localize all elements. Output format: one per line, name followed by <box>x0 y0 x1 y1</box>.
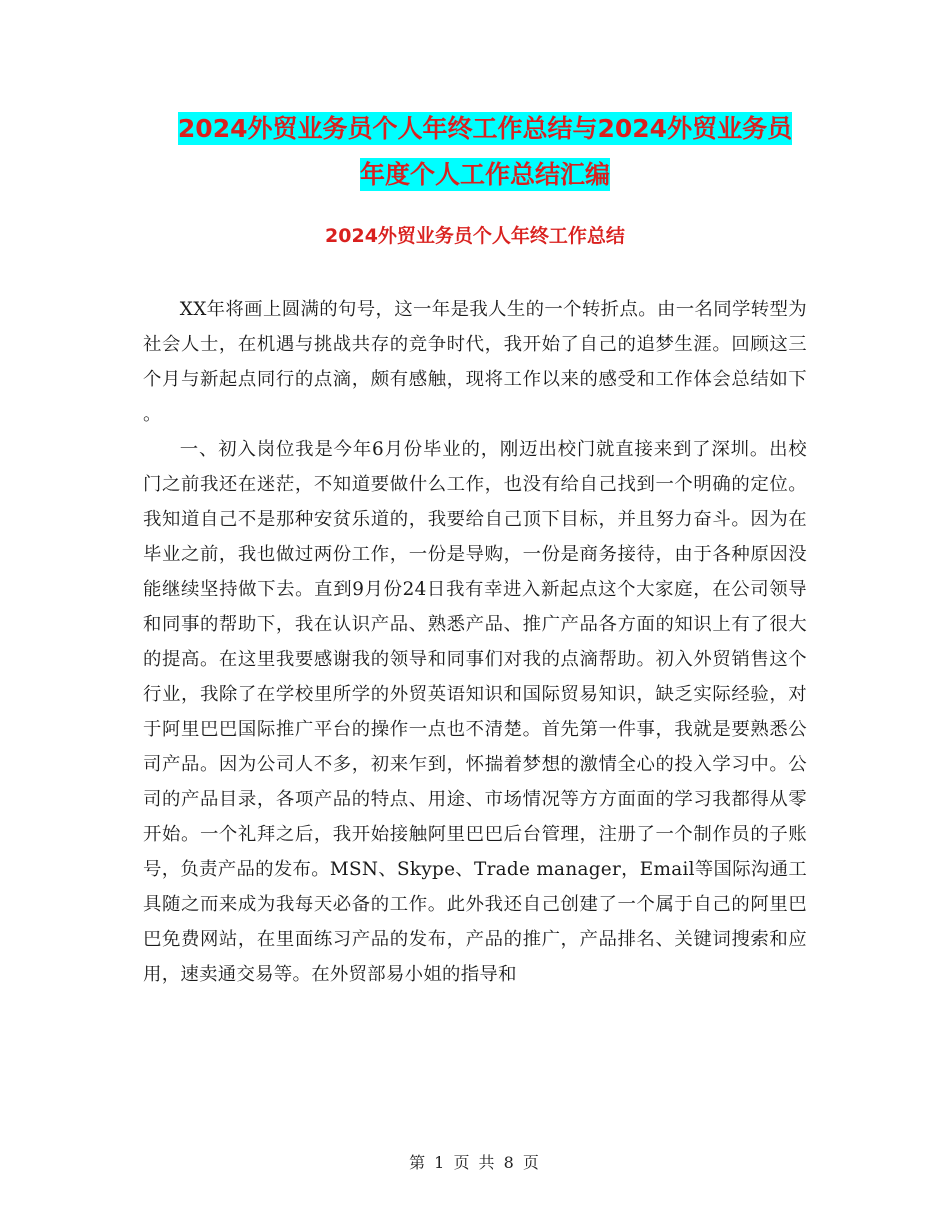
paragraph-section-one: 一、初入岗位我是今年6月份毕业的，刚迈出校门就直接来到了深圳。出校门之前我还在迷茫，不知道要做什么工作，也没有给自己找到一个明确的定位。我知道自己不是那种安贫乐道的，我要给自己顶下目标，并且努力奋斗。因为在毕业之前，我也做过两份工作，一份是导购，一份是商务接待，由于各种原因没能继续坚持做下去。直到9月份24日我有幸进入新起点这个大家庭，在公司领导和同事的帮助下，我在认识产品、熟悉产品、推广产品各方面的知识上有了很大的提高。在这里我要感谢我的领导和同事们对我的点滴帮助。初入外贸销售这个行业，我除了在学校里所学的外贸英语知识和国际贸易知识，缺乏实际经验，对于阿里巴巴国际推广平台的操作一点也不清楚。首先第一件事，我就是要熟悉公司产品。因为公司人不多，初来乍到，怀揣着梦想的激情全心的投入学习中。公司的产品目录，各项产品的特点、用途、市场情况等方方面面的学习我都得从零开始。一个礼拜之后，我开始接触阿里巴巴后台管理，注册了一个制作员的子账号，负责产品的发布。MSN、Skype、Trade manager，Email等国际沟通工具随之而来成为我每天必备的工作。此外我还自己创建了一个属于自己的阿里巴巴免费网站，在里面练习产品的发布，产品的推广，产品排名、关键词搜索和应用，速卖通交易等。在外贸部易小姐的指导和 <box>143 439 808 985</box>
section-title: 2024外贸业务员个人年终工作总结 <box>325 225 625 247</box>
paragraph-intro: XX年将画上圆满的句号，这一年是我人生的一个转折点。由一名同学转型为社会人士，在机遇与挑战共存的竞争时代，我开始了自己的追梦生涯。回顾这三个月与新起点同行的点滴，颇有感触，现将工作以来的感受和工作体会总结如下 。 <box>143 299 807 425</box>
page-footer: 第 1 页 共 8 页 <box>409 1153 541 1172</box>
document-title-line1: 2024外贸业务员个人年终工作总结与2024外贸业务员 <box>177 114 793 143</box>
document-title-line2: 年度个人工作总结汇编 <box>359 160 610 189</box>
document-body <box>143 292 807 992</box>
document-title <box>140 106 830 198</box>
